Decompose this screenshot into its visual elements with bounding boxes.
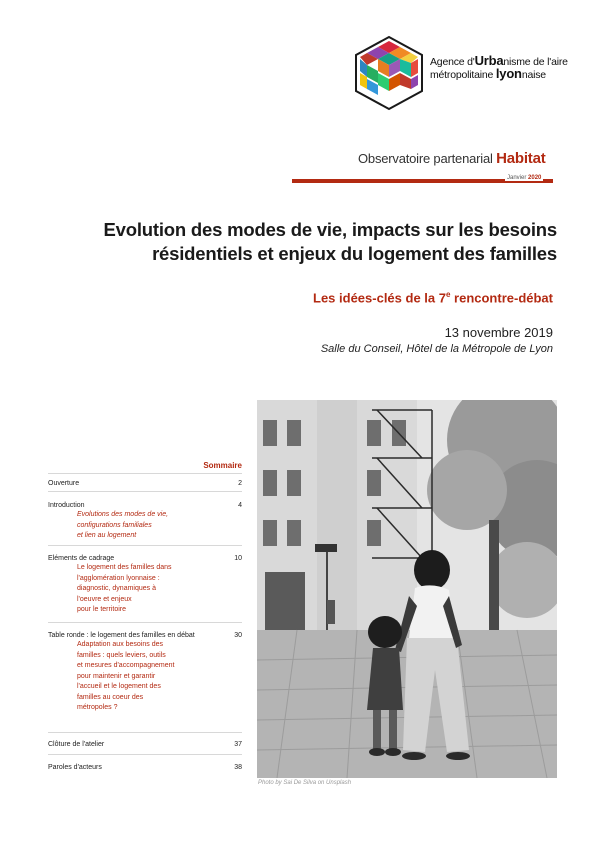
toc-entry[interactable]: Eléments de cadrage 10 Le logement des familles dans l'agglomération lyonnaise : diagnostic, dynamiques à l'oeuvre et enjeux pour le territoire bbox=[48, 555, 242, 613]
toc-divider bbox=[48, 732, 242, 733]
document-title: Evolution des modes de vie, impacts sur les besoins résidentiels et enjeux du logement des familles bbox=[103, 219, 557, 264]
toc-entry[interactable]: Paroles d'acteurs 38 bbox=[48, 764, 242, 771]
toc-entry[interactable]: Introduction 4 Evolutions des modes de vie, configurations familiales et lien au logement bbox=[48, 502, 242, 539]
event-venue: Salle du Conseil, Hôtel de la Métropole de Lyon bbox=[320, 343, 553, 355]
cover-photo bbox=[257, 400, 557, 778]
toc-divider bbox=[48, 545, 242, 546]
document-subtitle: Les idées-clés de la 7e rencontre-débat bbox=[313, 290, 553, 306]
event-date: 13 novembre 2019 bbox=[444, 325, 553, 340]
observatoire-label: Observatoire partenarial bbox=[358, 151, 493, 166]
observatoire-heading bbox=[358, 150, 546, 167]
agency-logo bbox=[350, 33, 570, 113]
photo-caption: Photo by Sai De Silva on Unsplash bbox=[258, 780, 352, 786]
toc-entry[interactable]: Ouverture 2 bbox=[48, 480, 242, 487]
toc-divider bbox=[48, 473, 242, 474]
toc-entry[interactable]: Clôture de l'atelier 37 bbox=[48, 741, 242, 748]
toc-divider bbox=[48, 754, 242, 755]
publication-date: Janvier 2020 bbox=[507, 175, 542, 181]
toc-divider bbox=[48, 622, 242, 623]
toc-entry[interactable]: Table ronde : le logement des familles en débat 30 Adaptation aux besoins des familles : quels leviers, outils et mesures d'accompagnement pour maintenir et garantir l'accueil et le logement des familles au coeur des métropoles ? bbox=[48, 632, 242, 711]
habitat-label: Habitat bbox=[496, 150, 546, 167]
toc-title: Sommaire bbox=[203, 461, 242, 470]
cube-logo-icon bbox=[350, 33, 428, 111]
toc-divider bbox=[48, 491, 242, 492]
agency-name: Agence d'Urbanisme de l'aire métropolitaine lyonnaise bbox=[430, 53, 568, 81]
